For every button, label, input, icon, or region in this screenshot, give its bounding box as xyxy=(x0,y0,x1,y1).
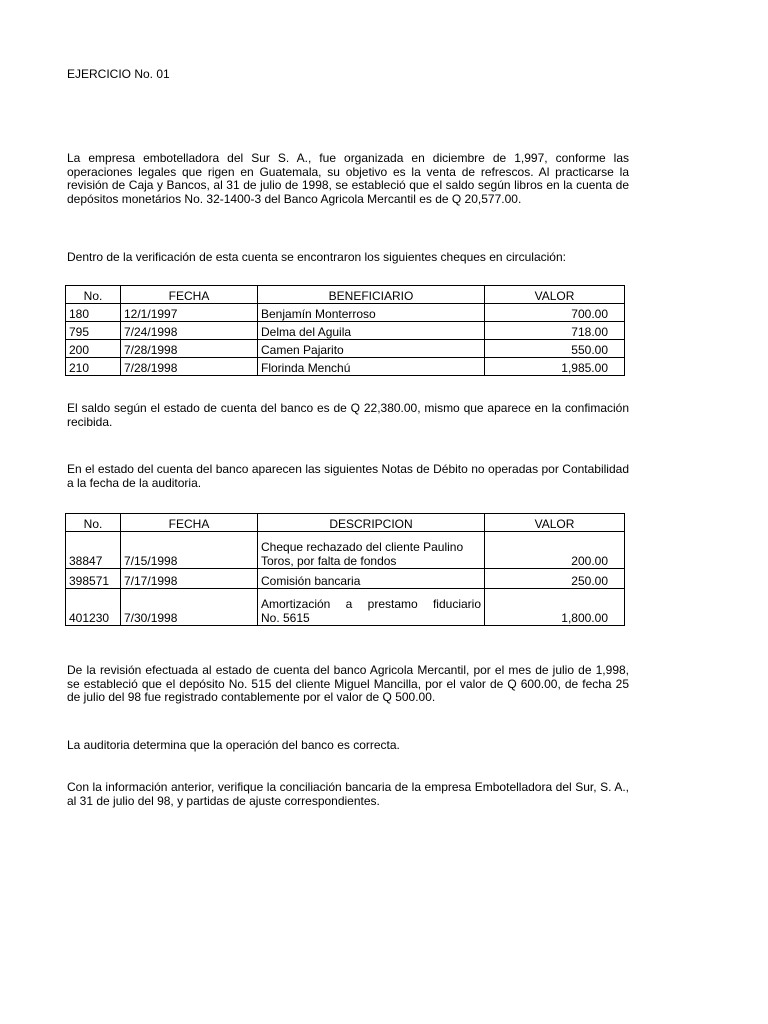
cell-fecha: 7/30/1998 xyxy=(121,589,258,626)
table-header-row xyxy=(66,286,625,304)
col-header-valor: VALOR xyxy=(485,286,625,304)
cell-beneficiario: Delma del Aguila xyxy=(258,322,485,340)
cell-fecha: 12/1/1997 xyxy=(121,304,258,322)
cheques-table xyxy=(65,285,625,376)
cell-descripcion xyxy=(258,589,485,626)
descripcion-line: Toros, por falta de fondos xyxy=(261,554,397,568)
revision-paragraph: De la revisión efectuada al estado de cuenta del banco Agricola Mercantil, por el mes de julio de 1,998, se estableció que el depósito No. 515 del cliente Miguel Mancilla, por el valor de Q 600.00, de fecha 25 de julio del 98 fue registrado contablemente por el valor de Q 500.00. xyxy=(67,663,629,704)
col-header-beneficiario: BENEFICIARIO xyxy=(258,286,485,304)
cell-fecha: 7/28/1998 xyxy=(121,340,258,358)
col-header-descripcion: DESCRIPCION xyxy=(258,514,485,532)
col-header-valor: VALOR xyxy=(485,514,625,532)
cell-no: 210 xyxy=(66,358,121,376)
auditoria-paragraph: La auditoria determina que la operación del banco es correcta. xyxy=(67,738,400,752)
descripcion-line: Cheque rechazado del cliente Paulino xyxy=(261,540,464,554)
notas-debito-table xyxy=(65,513,625,626)
col-header-fecha: FECHA xyxy=(121,514,258,532)
cell-no: 200 xyxy=(66,340,121,358)
cell-no: 401230 xyxy=(66,589,121,626)
cell-fecha: 7/15/1998 xyxy=(121,532,258,569)
cell-valor: 200.00 xyxy=(485,532,625,569)
cell-valor: 250.00 xyxy=(485,569,625,589)
cell-no: 795 xyxy=(66,322,121,340)
page-title: EJERCICIO No. 01 xyxy=(67,67,170,81)
cell-fecha: 7/28/1998 xyxy=(121,358,258,376)
col-header-fecha: FECHA xyxy=(121,286,258,304)
cell-fecha: 7/24/1998 xyxy=(121,322,258,340)
cell-valor: 718.00 xyxy=(485,322,625,340)
table-row xyxy=(66,322,625,340)
table-row xyxy=(66,304,625,322)
cell-descripcion xyxy=(258,569,485,589)
cell-no: 398571 xyxy=(66,569,121,589)
table-row xyxy=(66,358,625,376)
descripcion-line: Amortización a prestamo fiduciario xyxy=(261,597,481,611)
table-row xyxy=(66,569,625,589)
table-row xyxy=(66,589,625,626)
intro-paragraph: La empresa embotelladora del Sur S. A., fue organizada en diciembre de 1,997, conforme las operaciones legales que rigen en Guatemala, su objetivo es la venta de refrescos. Al practicarse la revisión de Caja y Bancos, al 31 de julio de 1998, se estableció que el saldo según libros en la cuenta de depósitos monetários No. 32-1400-3 del Banco Agricola Mercantil es de Q 20,577.00. xyxy=(67,151,629,206)
cell-beneficiario: Florinda Menchú xyxy=(258,358,485,376)
cell-descripcion xyxy=(258,532,485,569)
cell-no: 180 xyxy=(66,304,121,322)
saldo-banco-paragraph: El saldo según el estado de cuenta del banco es de Q 22,380.00, mismo que aparece en la confimación recibida. xyxy=(67,401,629,429)
col-header-no: No. xyxy=(66,514,121,532)
cell-valor: 1,985.00 xyxy=(485,358,625,376)
table-header-row xyxy=(66,514,625,532)
cheques-intro-paragraph: Dentro de la verificación de esta cuenta se encontraron los siguientes cheques en circulación: xyxy=(67,250,566,264)
table-row xyxy=(66,532,625,569)
cell-no: 38847 xyxy=(66,532,121,569)
conclusion-paragraph: Con la información anterior, verifique la conciliación bancaria de la empresa Embotelladora del Sur, S. A., al 31 de julio del 98, y partidas de ajuste correspondientes. xyxy=(67,780,629,808)
col-header-no: No. xyxy=(66,286,121,304)
cell-valor: 700.00 xyxy=(485,304,625,322)
cell-fecha: 7/17/1998 xyxy=(121,569,258,589)
notas-intro-paragraph: En el estado del cuenta del banco aparecen las siguientes Notas de Débito no operadas por Contabilidad a la fecha de la auditoria. xyxy=(67,462,629,490)
cell-valor: 1,800.00 xyxy=(485,589,625,626)
cell-valor: 550.00 xyxy=(485,340,625,358)
table-row xyxy=(66,340,625,358)
descripcion-line: No. 5615 xyxy=(261,611,310,625)
descripcion-line: Comisión bancaria xyxy=(261,574,361,588)
cell-beneficiario: Camen Pajarito xyxy=(258,340,485,358)
cell-beneficiario: Benjamín Monterroso xyxy=(258,304,485,322)
